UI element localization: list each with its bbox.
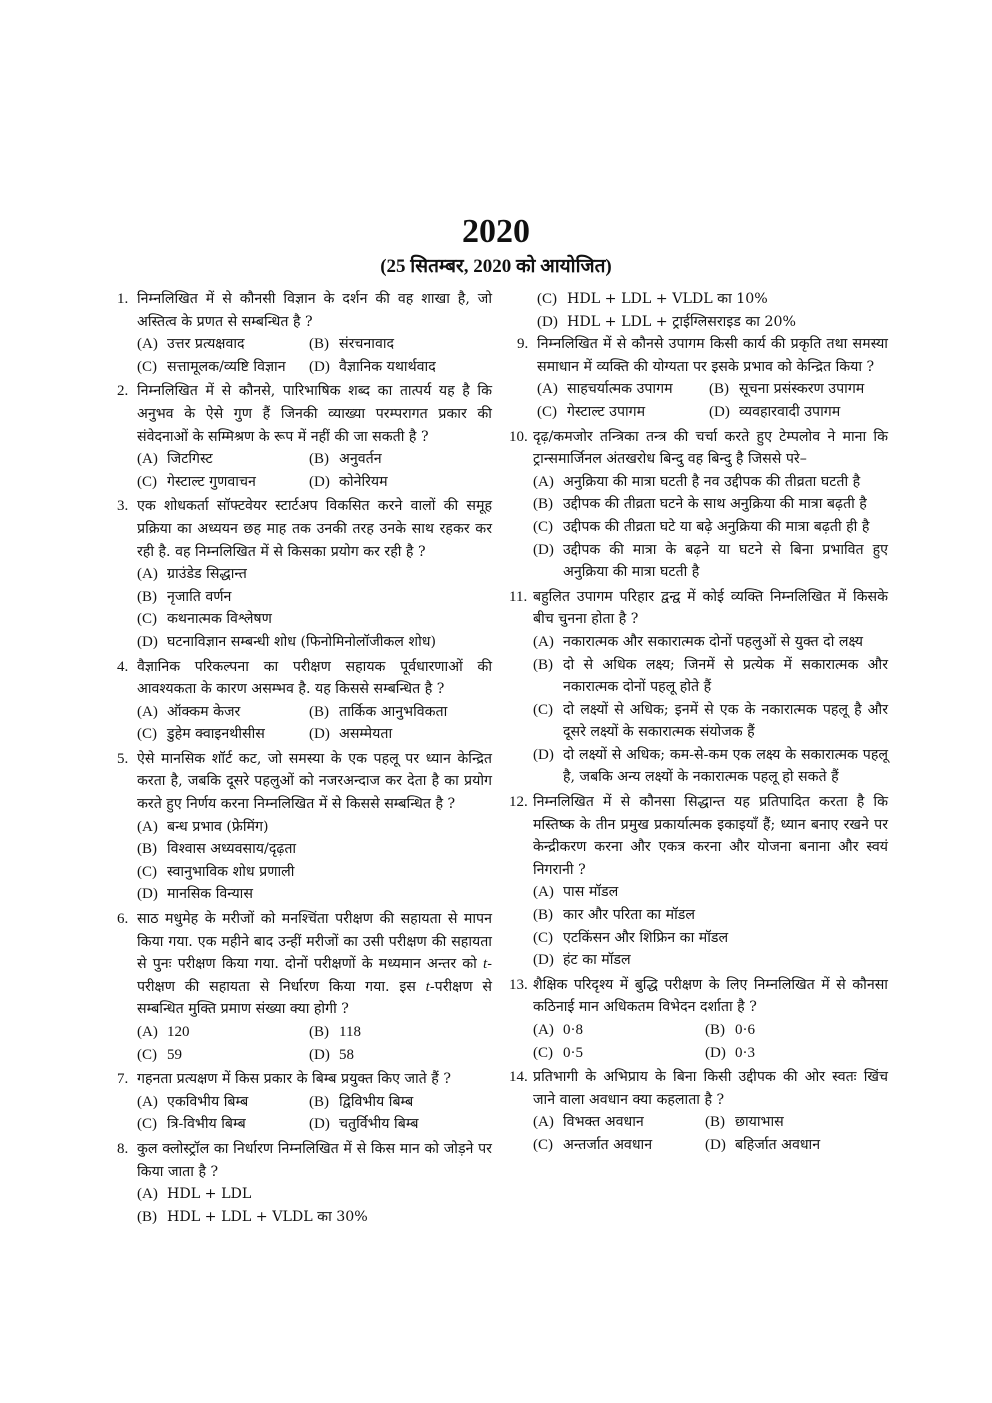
option-d: (D) उद्दीपक की मात्रा के बढ़ने या घटने से बिना प्रभावित हुए अनुक्रिया की मात्रा घटती है (533, 541, 888, 581)
question-7 (117, 1068, 492, 1136)
question-text: दृढ़/कमजोर तन्त्रिका तन्त्र की चर्चा करते हुए टेम्पलोव ने माना कि ट्रान्समार्जिनल अंतखरोध बिन्दु वह बिन्दु है जिससे परे– (533, 428, 888, 468)
question-number: 11. (509, 588, 528, 605)
option-c: (C) डुहेम क्वाइनथीसीस (137, 726, 265, 743)
question-text: वैज्ञानिक परिकल्पना का परीक्षण सहायक पूर्वधारणाओं की आवश्यकता के कारण असम्भव है. यह किससे सम्बन्धित है ? (137, 658, 492, 698)
option-b: (B) दो से अधिक लक्ष्य; जिनमें से प्रत्येक में सकारात्मक और नकारात्मक दोनों पहलू होते हैं (533, 656, 888, 696)
option-d: (D) दो लक्ष्यों से अधिक; कम-से-कम एक लक्ष्य के सकारात्मक पहलू है, जबकि अन्य लक्ष्यों के नकारात्मक पहलू हो सकते हैं (533, 746, 888, 786)
question-number: 8. (117, 1140, 129, 1157)
question-text: बहुलित उपागम परिहार द्वन्द्व में कोई व्यक्ति निम्नलिखित में किसके बीच चुनना होता है ? (533, 588, 888, 628)
option-c: (C) 0·5 (533, 1044, 583, 1061)
question-number: 7. (117, 1071, 129, 1088)
question-text: निम्नलिखित में से कौनसे, पारिभाषिक शब्द का तात्पर्य यह है कि अनुभव के ऐसे गुण हैं जिनकी व्याख्या परम्परागत प्रकार की संवेदनाओं के सम्मिश्रण के रूप में नहीं की जा सकती है ? (137, 383, 492, 445)
question-text: ऐसे मानसिक शॉर्ट कट, जो समस्या के एक पहलू पर ध्यान केन्द्रित करता है, जबकि दूसरे पहलुओं को नजरअन्दाज कर देता है का प्रयोग करते हुए निर्णय करना निम्नलिखित में से किससे सम्बन्धित है ? (137, 750, 492, 813)
option-a: (A) HDL + LDL (137, 1186, 252, 1203)
option-b: (B) अनुवर्तन (309, 451, 382, 468)
option-b: (B) 0·6 (705, 1022, 755, 1038)
option-c: (C) त्रि-विभीय बिम्ब (137, 1116, 246, 1133)
question-number: 13. (509, 976, 528, 993)
option-b: (B) नृजाति वर्णन (137, 588, 232, 605)
question-number: 5. (117, 750, 129, 767)
question-number: 10. (509, 428, 528, 445)
t-symbol: t (483, 956, 488, 973)
option-d: (D) 0·3 (705, 1044, 755, 1061)
option-d: (D) घटनाविज्ञान सम्बन्धी शोध (फिनोमिनोलॉजीकल शोध) (137, 633, 437, 650)
option-d: (D) मानसिक विन्यास (137, 886, 253, 903)
question-number: 1. (117, 291, 129, 307)
option-d: (D) बहिर्जात अवधान (705, 1136, 821, 1153)
option-a: (A) विभक्त अवधान (533, 1114, 644, 1131)
question-text: प्रतिभागी के अभिप्राय के बिना किसी उद्दीपक की ओर स्वतः खिंच जाने वाला अवधान क्या कहलाता है ? (533, 1069, 888, 1108)
option-b: (B) तार्किक आनुभविकता (309, 703, 448, 720)
option-c: (C) स्वानुभाविक शोध प्रणाली (137, 863, 295, 880)
question-number: 9. (517, 336, 529, 353)
question-12 (509, 791, 888, 972)
question-text: गहनता प्रत्यक्षण में किस प्रकार के बिम्ब प्रयुक्त किए जाते हैं ? (137, 1071, 451, 1088)
question-text: निम्नलिखित में से कौनसा सिद्धान्त यह प्रतिपादित करता है कि मस्तिष्क के तीन प्रमुख प्रकार्यात्मक इकाइयाँ हैं; ध्यान बनाए रखने पर केन्द्रीकरण करना और एकत्र करना और योजना बनाना और स्वयं निगरानी ? (533, 794, 888, 878)
option-c: (C) अन्तर्जात अवधान (533, 1136, 653, 1153)
option-a: (A) उत्तर प्रत्यक्षवाद (137, 336, 245, 353)
option-a: (A) साहचर्यात्मक उपागम (537, 381, 673, 398)
option-d: (D) व्यवहारवादी उपागम (709, 403, 841, 420)
question-number: 4. (117, 658, 129, 675)
question-9 (517, 333, 888, 423)
option-c: (C) 59 (137, 1046, 182, 1063)
option-a: (A) नकारात्मक और सकारात्मक दोनों पहलुओं से युक्त दो लक्ष्य (533, 633, 864, 650)
option-a: (A) ऑक्कम केजर (137, 703, 241, 720)
left-column (117, 288, 492, 1230)
option-c: (C) उद्दीपक की तीव्रता घटे या बढ़े अनुक्रिया की मात्रा बढ़ती ही है (533, 518, 870, 535)
option-c: (C) एटकिंसन और शिफ्रिन का मॉडल (533, 929, 729, 946)
option-d: (D) HDL + LDL + ट्राईग्लिसराइड का 20% (537, 313, 797, 330)
option-c: (C) सत्तामूलक/व्यष्टि विज्ञान (137, 358, 286, 375)
question-5 (117, 748, 492, 906)
question-number: 2. (117, 383, 129, 400)
question-text: निम्नलिखित में से कौनसी विज्ञान के दर्शन की वह शाखा है, जो अस्तित्व के प्रणत से सम्बन्धित है ? (137, 291, 492, 330)
page-header (0, 212, 992, 280)
question-text: साठ मधुमेह के मरीजों को मनश्चिंता परीक्षण की सहायता से मापन किया गया. एक महीने बाद उन्हीं मरीजों का उसी परीक्षण की सहायता से पुनः परीक्षण किया गया. दोनों परीक्षणों के मध्यमान अन्तर को t-परीक्षण की सहायता से निर्धारण किया गया. इस t-परीक्षण से सम्बन्धित मुक्ति प्रमाण संख्या क्या होगी ? (137, 911, 492, 1018)
exam-date: (25 सितम्बर, 2020 को आयोजित) (380, 256, 612, 277)
question-8 (117, 1138, 492, 1228)
option-d: (D) वैज्ञानिक यथार्थवाद (309, 358, 436, 375)
option-c: (C) HDL + LDL + VLDL का 10% (537, 291, 768, 307)
option-d: (D) चतुर्विभीय बिम्ब (309, 1116, 419, 1133)
option-a: (A) पास मॉडल (533, 884, 619, 901)
question-3 (117, 495, 492, 653)
option-a: (A) एकविभीय बिम्ब (137, 1093, 249, 1110)
question-2 (117, 380, 492, 493)
question-number: 3. (117, 498, 129, 515)
option-b: (B) द्विविभीय बिम्ब (309, 1093, 414, 1110)
option-a: (A) जिटगिस्ट (137, 451, 213, 468)
option-d: (D) 58 (309, 1046, 354, 1063)
question-text: निम्नलिखित में से कौनसे उपागम किसी कार्य की प्रकृति तथा समस्या समाधान में व्यक्ति की योग्यता पर इसके प्रभाव को केन्द्रित किया ? (537, 336, 888, 375)
option-b: (B) संरचनावाद (309, 336, 395, 353)
question-11 (509, 586, 888, 789)
option-a: (A) 120 (137, 1024, 190, 1040)
question-13 (509, 974, 888, 1064)
question-4 (117, 656, 492, 746)
question-8-continued (517, 288, 888, 333)
question-number: 12. (509, 794, 528, 811)
option-a: (A) 0·8 (533, 1022, 583, 1038)
option-a: (A) ग्राउंडेड सिद्धान्त (137, 566, 247, 583)
question-14 (509, 1066, 888, 1156)
option-c: (C) दो लक्ष्यों से अधिक; इनमें से एक के नकारात्मक पहलू है और दूसरे लक्ष्यों के सकारात्मक संयोजक हैं (533, 701, 888, 741)
option-c: (C) कथनात्मक विश्लेषण (137, 611, 272, 628)
question-text: एक शोधकर्ता सॉफ्टवेयर स्टार्टअप विकसित करने वालों की समूह प्रक्रिया का अध्ययन छह माह तक उनकी तरह उनके साथ रहकर कर रही है. वह निम्नलिखित में से किसका प्रयोग कर रही है ? (137, 498, 492, 560)
question-1 (117, 288, 492, 378)
question-text: शैक्षिक परिदृश्य में बुद्धि परीक्षण के लिए निम्नलिखित में से कौनसा कठिनाई मान अधिकतम विभेदन दर्शाता है ? (533, 976, 888, 1016)
option-b: (B) सूचना प्रसंस्करण उपागम (709, 381, 865, 398)
right-column (509, 288, 888, 1159)
option-c: (C) गेस्टाल्ट उपागम (537, 403, 646, 420)
option-d: (D) असम्मेयता (309, 726, 393, 743)
question-6 (117, 908, 492, 1066)
option-d: (D) हंट का मॉडल (533, 952, 631, 969)
option-b: (B) कार और परिता का मॉडल (533, 907, 695, 924)
option-b: (B) HDL + LDL + VLDL का 30% (137, 1208, 368, 1225)
option-d: (D) कोनेरियम (309, 473, 388, 490)
question-number: 14. (509, 1069, 528, 1086)
option-b: (B) छायाभास (705, 1114, 784, 1131)
question-10 (509, 426, 888, 584)
exam-year: 2020 (462, 213, 530, 250)
option-b: (B) उद्दीपक की तीव्रता घटने के साथ अनुक्रिया की मात्रा बढ़ती है (533, 496, 867, 513)
option-a: (A) अनुक्रिया की मात्रा घटती है नव उद्दीपक की तीव्रता घटती है (533, 473, 861, 490)
option-a: (A) बन्ध प्रभाव (फ्रेमिंग) (137, 818, 269, 835)
option-b: (B) विश्वास अध्यवसाय/दृढ़ता (137, 841, 297, 858)
option-c: (C) गेस्टाल्ट गुणवाचन (137, 473, 256, 490)
question-text: कुल क्लोस्ट्रॉल का निर्धारण निम्नलिखित में से किस मान को जोड़ने पर किया जाता है ? (137, 1140, 492, 1180)
option-b: (B) 118 (309, 1024, 361, 1040)
t-symbol: t (425, 978, 430, 995)
question-number: 6. (117, 911, 129, 928)
